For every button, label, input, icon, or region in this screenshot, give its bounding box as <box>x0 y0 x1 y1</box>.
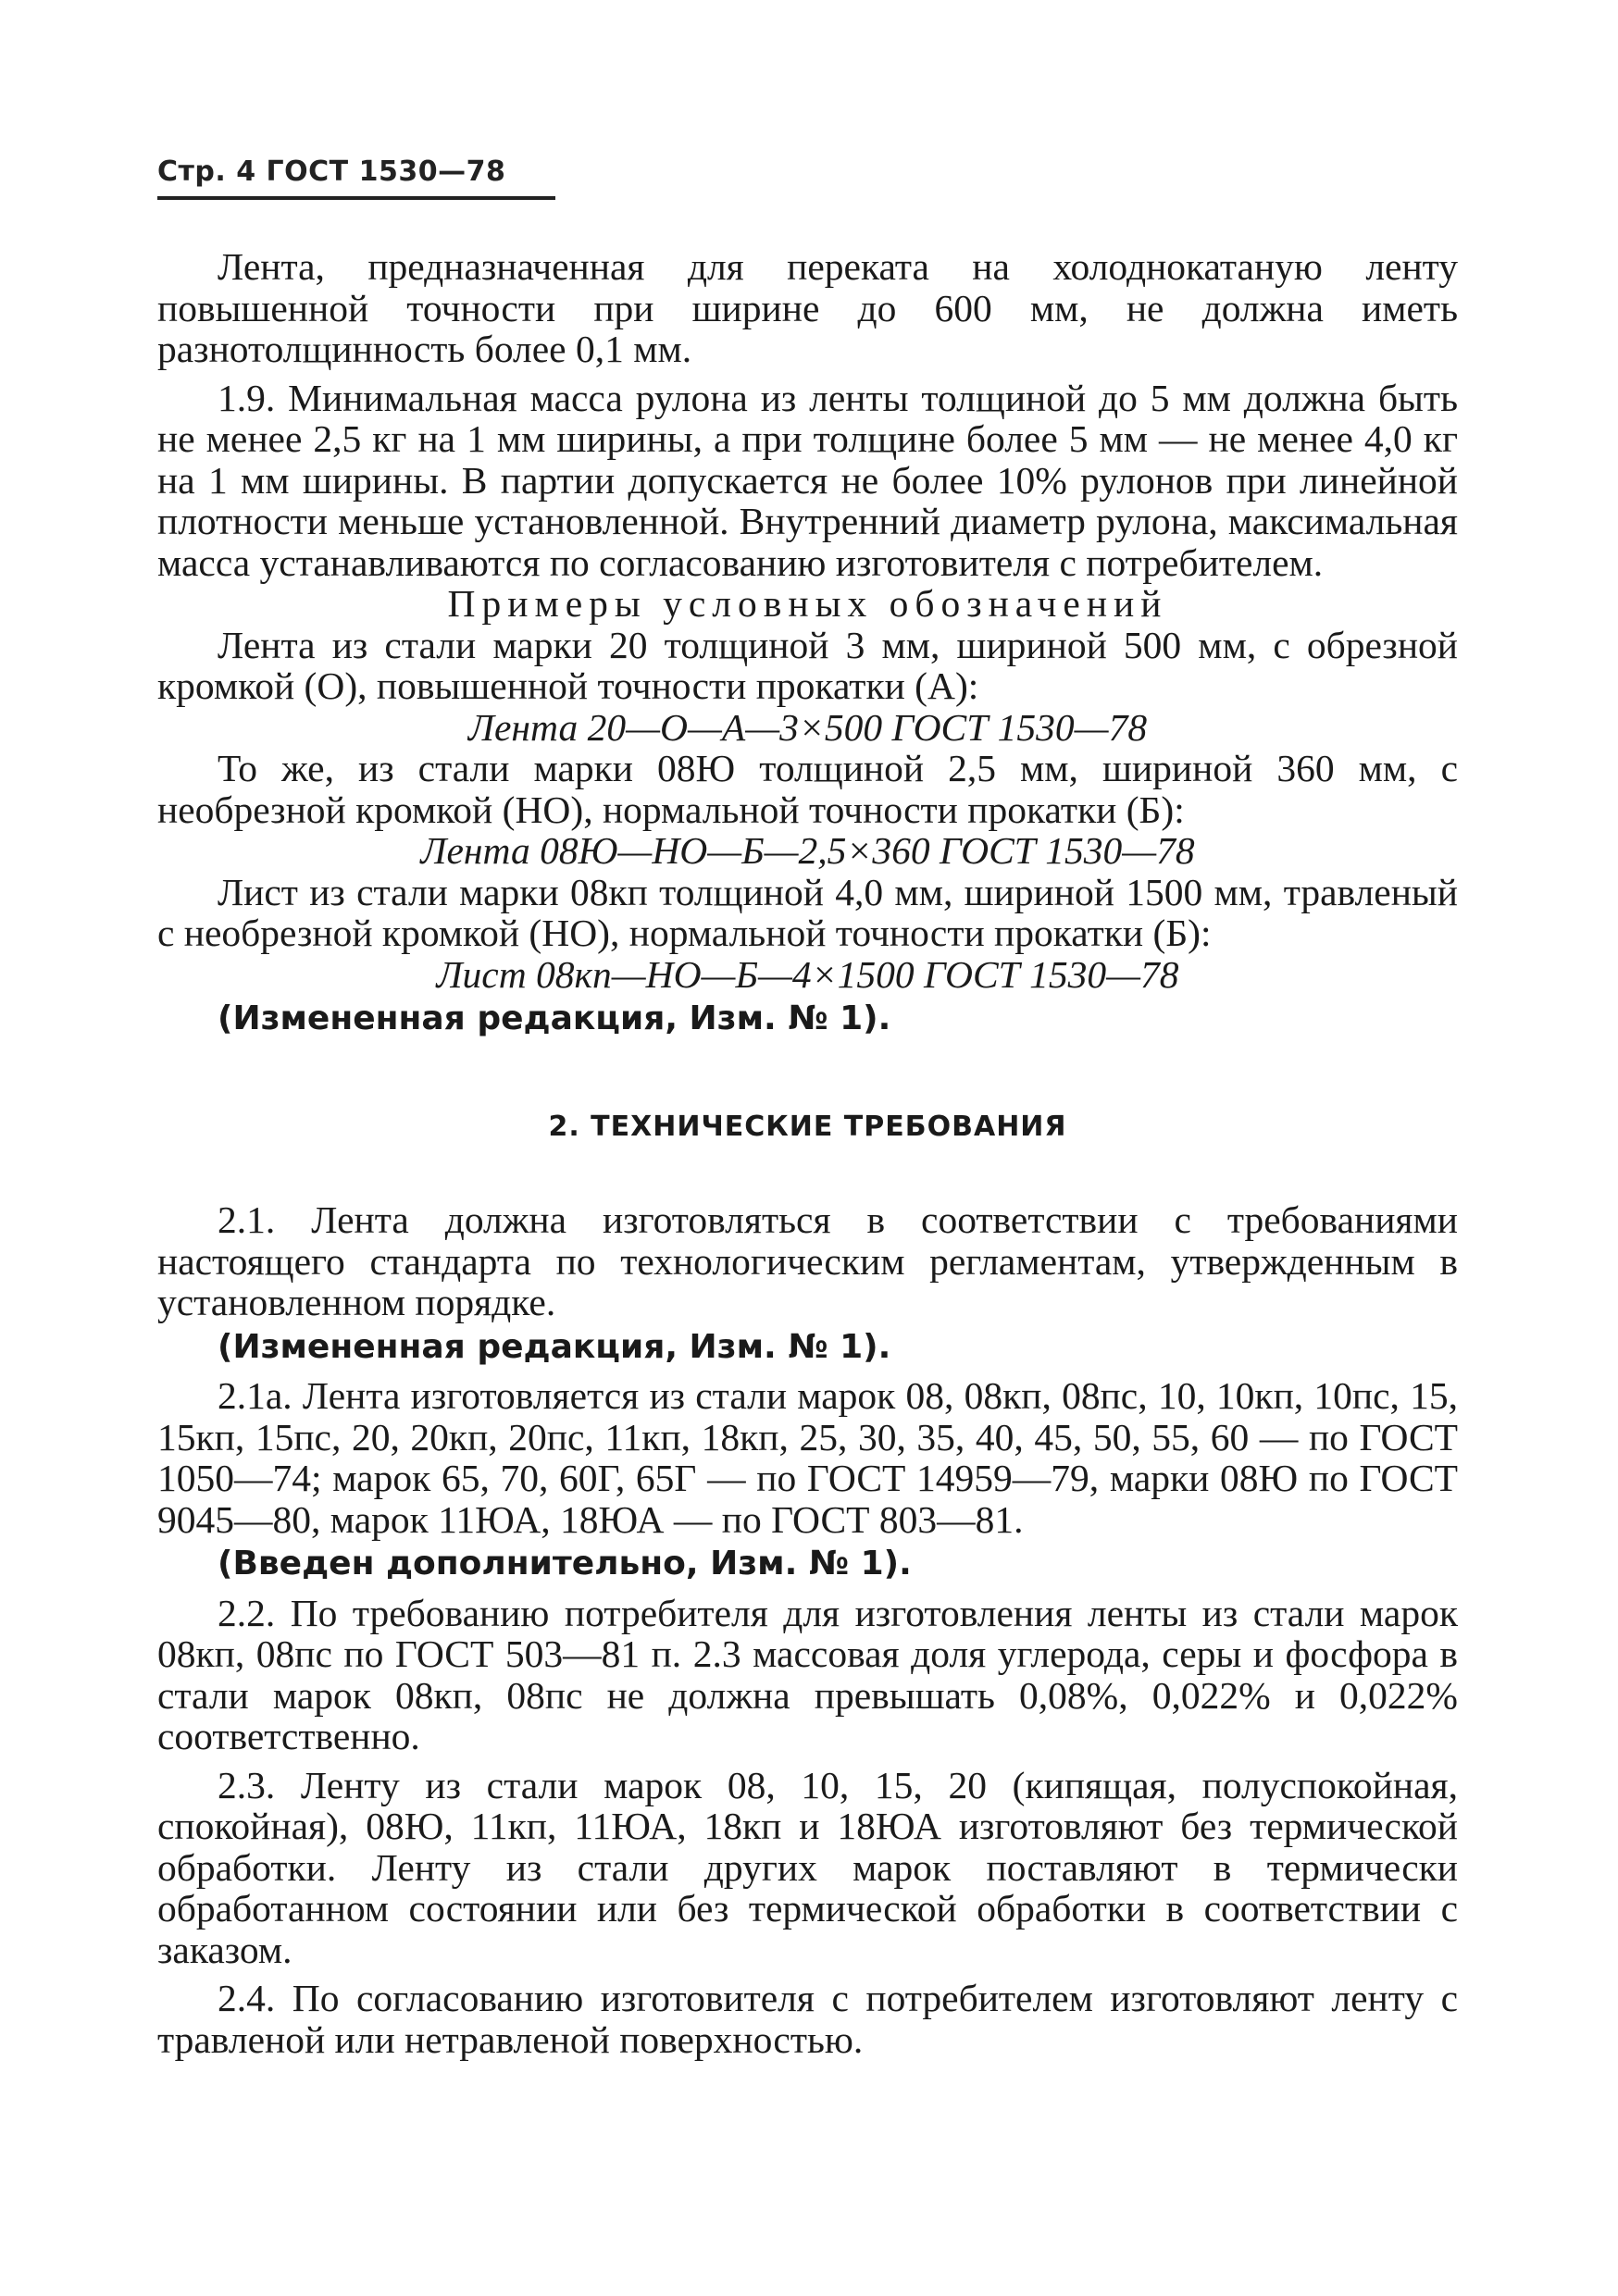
example-3-text: Лист из стали марки 08кп толщиной 4,0 мм, шириной 1500 мм, травленый с необрезной кромкой (НО), нормальной точности прокатки (Б): <box>157 870 1458 954</box>
examples-title: Примеры условных обозначений <box>447 582 1168 625</box>
header-rule <box>157 196 555 200</box>
paragraph-1-9: 1.9. Минимальная масса рулона из ленты толщиной до 5 мм должна быть не менее 2,5 кг на 1 мм ширины, а при толщине более 5 мм — не менее 4,0 кг на 1 мм ширины. В партии допускается не более 10% рулонов при линейной плотности меньше установленной. Внутренний диаметр рулона, максимальная масса устанавливаются по согласованию изготовителя с потребителем. <box>157 376 1458 584</box>
paragraph-2-2: 2.2. По требованию потребителя для изготовления ленты из стали марок 08кп, 08пс по ГОСТ 503—81 п. 2.3 массовая доля углерода, серы и фосфора в стали марок 08кп, 08пс не должна превышать 0,08%, 0,022% и 0,022% соответственно. <box>157 1591 1458 1757</box>
paragraph-2-1: 2.1. Лента должна изготовляться в соответствии с требованиями настоящего стандарта по технологическим регламентам, утвержденным в установленном порядке. <box>157 1198 1458 1323</box>
example-3-code: Лист 08кп—НО—Б—4×1500 ГОСТ 1530—78 <box>436 952 1179 996</box>
paragraph-tape-tolerance: Лента, предназначенная для переката на холоднокатаную ленту повышенной точности при ширине до 600 мм, не должна иметь разнотолщинность более 0,1 мм. <box>157 245 1458 370</box>
example-2-text: То же, из стали марки 08Ю толщиной 2,5 мм, шириной 360 мм, с необрезной кромкой (НО), нормальной точности прокатки (Б): <box>157 747 1458 831</box>
paragraph-2-1a: 2.1а. Лента изготовляется из стали марок 08, 08кп, 08пс, 10, 10кп, 10пс, 15, 15кп, 15пс, 20, 20кп, 20пс, 11кп, 18кп, 25, 30, 35, 40, 45, 50, 55, 60 — по ГОСТ 1050—74; марок 65, 70, 60Г, 65Г — по ГОСТ 14959—79, марки 08Ю по ГОСТ 9045—80, марок 11ЮА, 18ЮА — по ГОСТ 803—81. <box>157 1374 1458 1541</box>
amendment-note-3: (Введен дополнительно, Изм. № 1). <box>218 1545 912 1582</box>
example-1-text: Лента из стали марки 20 толщиной 3 мм, шириной 500 мм, с обрезной кромкой (О), повышенной точности прокатки (А): <box>157 623 1458 707</box>
amendment-note-1: (Измененная редакция, Изм. № 1). <box>218 999 891 1037</box>
document-body <box>157 246 1458 2060</box>
section-2-title: 2. ТЕХНИЧЕСКИЕ ТРЕБОВАНИЯ <box>548 1110 1067 1143</box>
page-header: Стр. 4 ГОСТ 1530—78 <box>157 155 506 188</box>
example-2-code: Лента 08Ю—НО—Б—2,5×360 ГОСТ 1530—78 <box>420 829 1195 872</box>
example-1-code: Лента 20—О—А—3×500 ГОСТ 1530—78 <box>467 705 1148 749</box>
amendment-note-2: (Измененная редакция, Изм. № 1). <box>218 1327 891 1366</box>
paragraph-2-3: 2.3. Ленту из стали марок 08, 10, 15, 20 (кипящая, полуспокойная, спокойная), 08Ю, 11кп, 11ЮА, 18кп и 18ЮА изготовляют без термической обработки. Ленту из стали других марок поставляют в термически обработанном состоянии или без термической обработки в соответствии с заказом. <box>157 1763 1458 1971</box>
paragraph-2-4: 2.4. По согласованию изготовителя с потребителем изготовляют ленту с травленой или нетравленой поверхностью. <box>157 1977 1458 2061</box>
